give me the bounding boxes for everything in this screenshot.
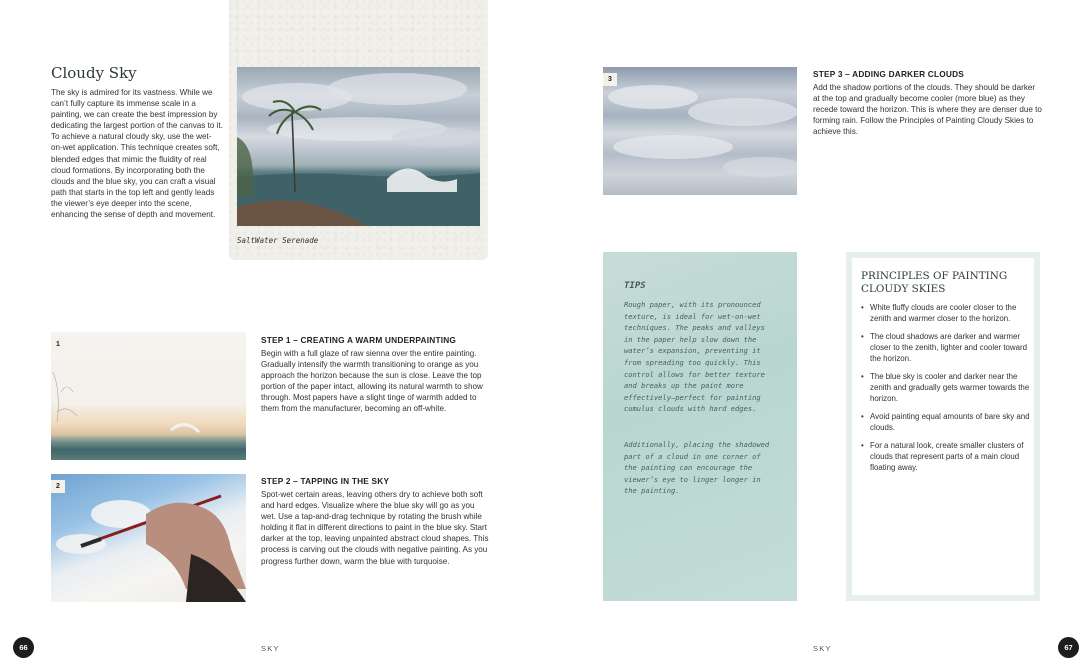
principles-list-item: • Avoid painting equal amounts of bare sky and clouds. <box>861 411 1031 433</box>
painting-caption: SaltWater Serenade <box>237 236 319 245</box>
cloudy-sky-illustration <box>603 67 797 195</box>
brush-hand-illustration <box>51 474 246 602</box>
principles-box <box>846 252 1040 601</box>
tips-panel <box>603 252 797 601</box>
principles-title: PRINCIPLES OF PAINTING CLOUDY SKIES <box>861 270 1008 295</box>
seascape-illustration <box>237 67 480 226</box>
step1-photo <box>51 332 246 460</box>
step2-text: Spot-wet certain areas, leaving others dry to achieve both soft and hard edges. Visualize where the blue sky will go as you wet. Use a tap-and-drag technique by rotating the brush while holding it flat in different directions to paint in the blue sky. Start darker at the top, leaving unpainted abstract cloud shapes. This process is carving out the clouds with negative painting. As you progress further down, warm the blue with turquoise. <box>261 490 489 566</box>
page-number-left: 66 <box>13 637 34 658</box>
step3-heading: STEP 3 – ADDING DARKER CLOUDS <box>813 69 965 79</box>
tips-paragraph-1: Rough paper, with its pronounced texture, is ideal for wet-on-wet techniques. The peaks and valleys in the paper help slow down the water’s expansion, preventing it from spreading too quickly. This control allows for better texture and breaks up the paint more effectively—perfect for painting cumulus clouds with hard edges. <box>624 300 765 414</box>
step3-number-badge: 3 <box>603 73 617 86</box>
page-number-right: 67 <box>1058 637 1079 658</box>
principles-list-item: • The blue sky is cooler and darker near the zenith and gradually gets warmer towards the horizon. <box>861 371 1031 404</box>
page-title: Cloudy Sky <box>51 64 137 82</box>
sketch-illustration <box>51 332 246 460</box>
principles-inner-panel <box>852 258 1034 595</box>
step2-photo <box>51 474 246 602</box>
step3-photo <box>603 67 797 195</box>
step2-heading: STEP 2 – TAPPING IN THE SKY <box>261 476 390 486</box>
step2-number-badge: 2 <box>51 480 65 493</box>
step1-number-badge: 1 <box>51 338 65 351</box>
step1-heading: STEP 1 – CREATING A WARM UNDERPAINTING <box>261 335 457 345</box>
featured-painting <box>237 67 480 226</box>
tips-heading: TIPS <box>624 281 646 291</box>
tips-paragraph-2: Additionally, placing the shadowed part of a cloud in one corner of the painting can encourage the viewer’s eye to linger longer in the painting. <box>624 440 770 496</box>
footer-label-left: SKY <box>261 644 280 653</box>
footer-label-right: SKY <box>813 644 832 653</box>
step3-text: Add the shadow portions of the clouds. They should be darker at the top and gradually become cooler (more blue) as they recede toward the horizon. This is where they are denser due to forming rain. Follow the Principles of Painting Cloudy Skies to achieve this. <box>813 83 1042 137</box>
principles-list-item: • For a natural look, create smaller clusters of clouds that represent parts of a main cloud floating away. <box>861 440 1031 473</box>
principles-list <box>861 302 1031 480</box>
step1-text: Begin with a full glaze of raw sienna over the entire painting. Gradually intensify the warmth transitioning to orange as you approach the horizon because the sun is close. Leave the top portion of the paper intact, allowing its natural warmth to show through. Most papers have a slight tinge of warmth added to them from the manufacturer, becoming an off-white. <box>261 349 483 414</box>
intro-paragraph: The sky is admired for its vastness. While we can’t fully capture its immense scale in a painting, we can create the best impression by dedicating the largest portion of the canvas to it. To achieve a natural cloudy sky, use the wet-on-wet application. This technique creates soft, blended edges that mimic the fluidity of real cloud formations. By incorporating both the clouds and the blue sky, you can craft a visual path that starts in the top left and gently leads the viewer’s eye deeper into the scene, enhancing the sense of depth and movement. <box>51 88 223 220</box>
principles-list-item: • White fluffy clouds are cooler closer to the zenith and warmer closer to the horizon. <box>861 302 1031 324</box>
principles-list-item: • The cloud shadows are darker and warmer closer to the zenith, lighter and cooler toward the horizon. <box>861 331 1031 364</box>
